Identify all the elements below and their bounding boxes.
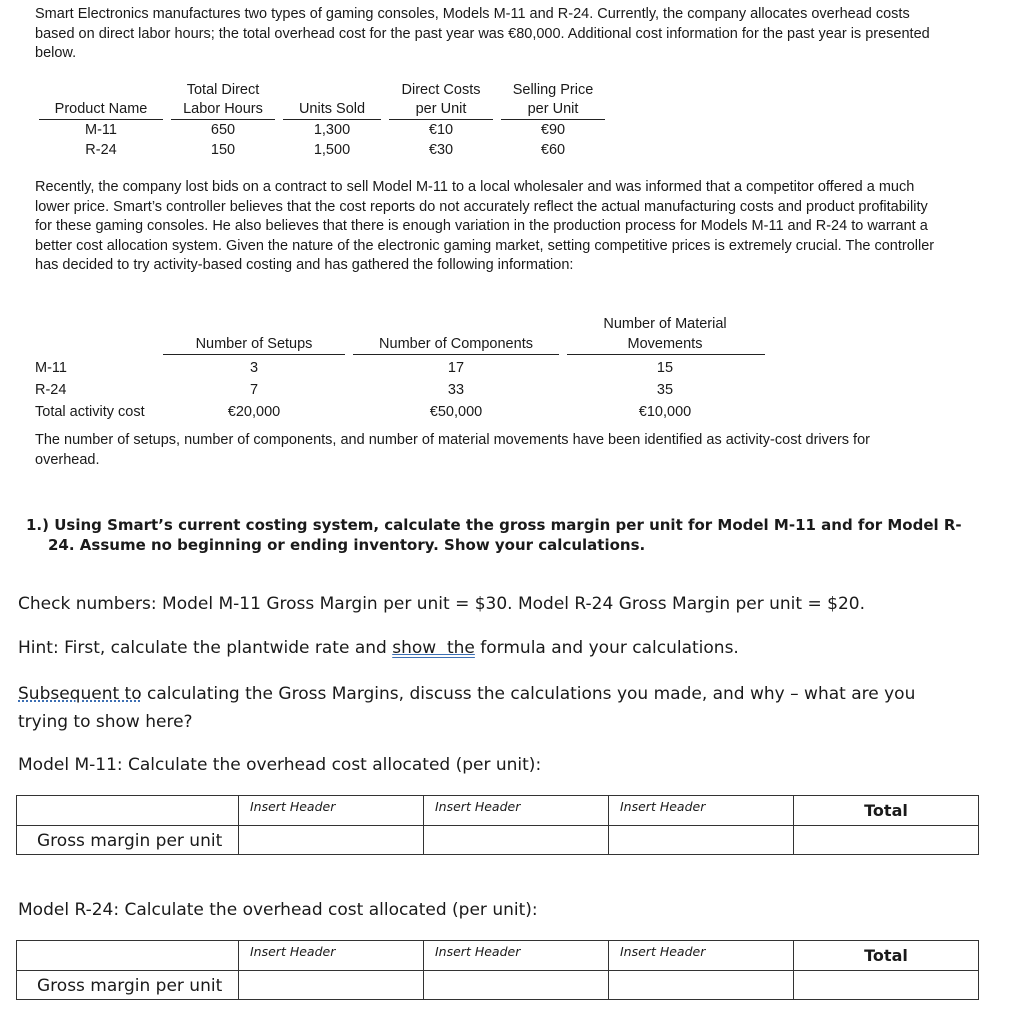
header-product-name: Product Name — [35, 81, 167, 120]
r24-prompt: Model R-24: Calculate the overhead cost allocated (per unit): — [18, 900, 538, 920]
answer-cell[interactable] — [609, 971, 794, 1000]
cell-units-sold: 1,300 — [313, 122, 351, 138]
table-row — [17, 941, 979, 971]
cell-selling-price: €90 — [540, 122, 566, 138]
cell-setups: 3 — [249, 360, 259, 376]
cell-setups: €20,000 — [227, 404, 281, 420]
divider — [567, 354, 765, 355]
table-row — [35, 120, 609, 140]
insert-header-cell[interactable]: Insert Header — [424, 796, 609, 826]
row-label: R-24 — [35, 382, 67, 398]
table-row — [17, 826, 979, 855]
answer-cell[interactable] — [239, 971, 424, 1000]
row-label: M-11 — [35, 360, 67, 376]
cell-movements: 35 — [656, 382, 674, 398]
subsequent-text: Subsequent to calculating the Gross Margins, discuss the calculations you made, and why – what are you trying to show here? — [18, 684, 916, 732]
row-label: Total activity cost — [35, 404, 145, 420]
divider — [163, 354, 345, 355]
cell-components: €50,000 — [429, 404, 483, 420]
total-header-cell[interactable]: Total — [794, 941, 979, 971]
insert-header-cell[interactable]: Insert Header — [609, 941, 794, 971]
cell-labor-hours: 650 — [210, 122, 236, 138]
r24-answer-table — [16, 940, 979, 1000]
cell-selling-price: €60 — [540, 142, 566, 158]
gross-margin-label: Gross margin per unit — [17, 971, 239, 1000]
blank-header-cell[interactable] — [17, 796, 239, 826]
answer-cell[interactable] — [794, 826, 979, 855]
m11-prompt: Model M-11: Calculate the overhead cost allocated (per unit): — [18, 755, 542, 775]
answer-cell[interactable] — [794, 971, 979, 1000]
recently-paragraph: Recently, the company lost bids on a contract to sell Model M-11 to a local wholesaler and was informed that a competitor offered a much lower price. Smart’s controller believes that the cost reports do not accurately reflect the actual manufacturing costs and product profitability for these gaming consoles. He also believes that there is enough variation in the production process for Models M-11 and R-24 to warrant a better cost allocation system. Given the nature of the electronic gaming market, setting competitive prices is extremely crucial. The controller has decided to try activity-based costing and has gathered the following information: — [35, 179, 935, 273]
gross-margin-label: Gross margin per unit — [17, 826, 239, 855]
subsequent-underlined: Subsequent to — [18, 684, 142, 704]
header-setups: Number of Setups — [195, 336, 313, 352]
insert-header-cell[interactable]: Insert Header — [609, 796, 794, 826]
answer-cell[interactable] — [424, 971, 609, 1000]
header-direct-costs: Direct Costs per Unit — [385, 81, 497, 120]
cell-labor-hours: 150 — [210, 142, 236, 158]
cell-movements: 15 — [656, 360, 674, 376]
intro-paragraph: Smart Electronics manufactures two types of gaming consoles, Models M-11 and R-24. Currently, the company allocates overhead costs based on direct labor hours; the total overhead cost for the past year was €80,000. Additional cost information for the past year is presented below. — [35, 6, 930, 61]
drivers-paragraph: The number of setups, number of components, and number of material movements have been identified as activity-cost drivers for overhead. — [35, 432, 870, 468]
answer-cell[interactable] — [239, 826, 424, 855]
cell-movements: €10,000 — [638, 404, 692, 420]
total-header-cell[interactable]: Total — [794, 796, 979, 826]
table-row — [17, 796, 979, 826]
answer-cell[interactable] — [424, 826, 609, 855]
cell-product: R-24 — [85, 142, 117, 158]
hint-underlined: show the — [392, 638, 475, 658]
cell-setups: 7 — [249, 382, 259, 398]
cell-components: 17 — [447, 360, 465, 376]
cost-info-table — [35, 81, 609, 160]
check-numbers: Check numbers: Model M-11 Gross Margin per unit = $30. Model R-24 Gross Margin per unit = $20. — [18, 594, 865, 614]
insert-header-cell[interactable]: Insert Header — [239, 941, 424, 971]
table-row — [17, 971, 979, 1000]
answer-cell[interactable] — [609, 826, 794, 855]
hint-text: Hint: First, calculate the plantwide rate and show the formula and your calculations. — [18, 638, 739, 658]
table-row — [35, 140, 609, 160]
insert-header-cell[interactable]: Insert Header — [424, 941, 609, 971]
cell-units-sold: 1,500 — [313, 142, 351, 158]
question-1: 1.) Using Smart’s current costing system, calculate the gross margin per unit for Model M-11 and for Model R-24. Assume no beginning or ending inventory. Show your calculations. — [26, 516, 962, 554]
cell-product: M-11 — [85, 122, 117, 138]
cell-components: 33 — [447, 382, 465, 398]
header-units-sold: Units Sold — [279, 81, 385, 120]
header-components: Number of Components — [379, 336, 533, 352]
divider — [353, 354, 559, 355]
insert-header-cell[interactable]: Insert Header — [239, 796, 424, 826]
cell-direct-cost: €10 — [428, 122, 454, 138]
header-labor-hours: Total Direct Labor Hours — [167, 81, 279, 120]
blank-header-cell[interactable] — [17, 941, 239, 971]
header-selling-price: Selling Price per Unit — [497, 81, 609, 120]
m11-answer-table — [16, 795, 979, 855]
header-material-movements: Number of Material Movements — [603, 316, 727, 352]
cell-direct-cost: €30 — [428, 142, 454, 158]
